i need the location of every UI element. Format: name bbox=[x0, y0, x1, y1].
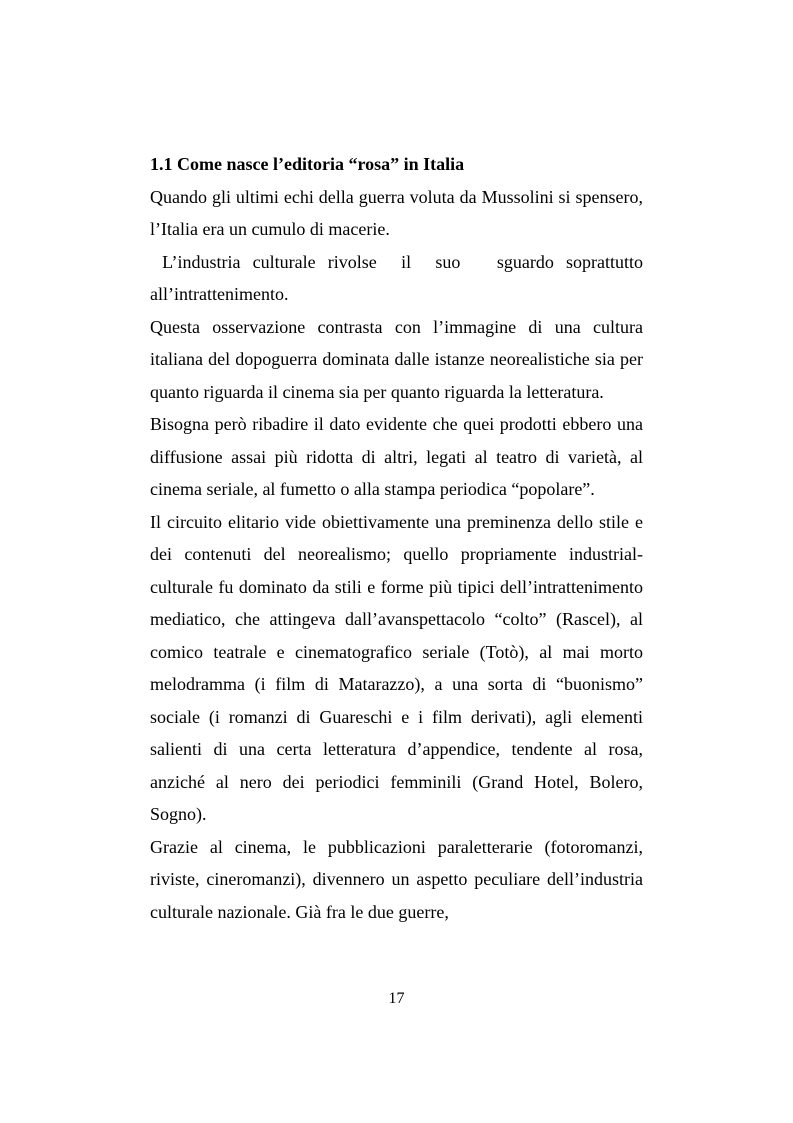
paragraph-3: Questa osservazione contrasta con l’immagine di una cultura italiana del dopoguerra dominata dalle istanze neorealistiche sia per quanto riguarda il cinema sia per quanto riguarda la letteratura. bbox=[150, 316, 643, 402]
paragraph-1: Quando gli ultimi echi della guerra voluta da Mussolini si spensero, l’Italia era un cumulo di macerie. bbox=[150, 186, 643, 239]
body-text bbox=[150, 148, 648, 928]
section-heading: 1.1 Come nasce l’editoria “rosa” in Italia bbox=[150, 154, 465, 174]
paragraph-6: Grazie al cinema, le pubblicazioni paraletterarie (fotoromanzi, riviste, cineromanzi), divennero un aspetto peculiare dell’industria culturale nazionale. Già fra le due guerre, bbox=[150, 836, 643, 922]
page-number: 17 bbox=[388, 990, 405, 1007]
paragraph-2: L’industria culturale rivolse il suo sguardo soprattutto all’intrattenimento. bbox=[150, 251, 648, 304]
paragraph-4: Bisogna però ribadire il dato evidente che quei prodotti ebbero una diffusione assai più ridotta di altri, legati al teatro di varietà, al cinema seriale, al fumetto o alla stampa periodica “popolare”. bbox=[150, 414, 643, 499]
paragraph-5: Il circuito elitario vide obiettivamente una preminenza dello stile e dei contenuti del neorealismo; quello propriamente industrial-culturale fu dominato da stili e forme più tipici dell’intrattenimento mediatico, che attingeva dall’avanspettacolo “colto” (Rascel), al comico teatrale e cinematografico seriale (Totò), al mai morto melodramma (i film di Matarazzo), a una sorta di “buonismo” sociale (i romanzi di Guareschi e i film derivati), agli elementi salienti di una certa letteratura d’appendice, tendente al rosa, anziché al nero dei periodici femminili (Grand Hotel, Bolero, Sogno). bbox=[150, 511, 643, 824]
